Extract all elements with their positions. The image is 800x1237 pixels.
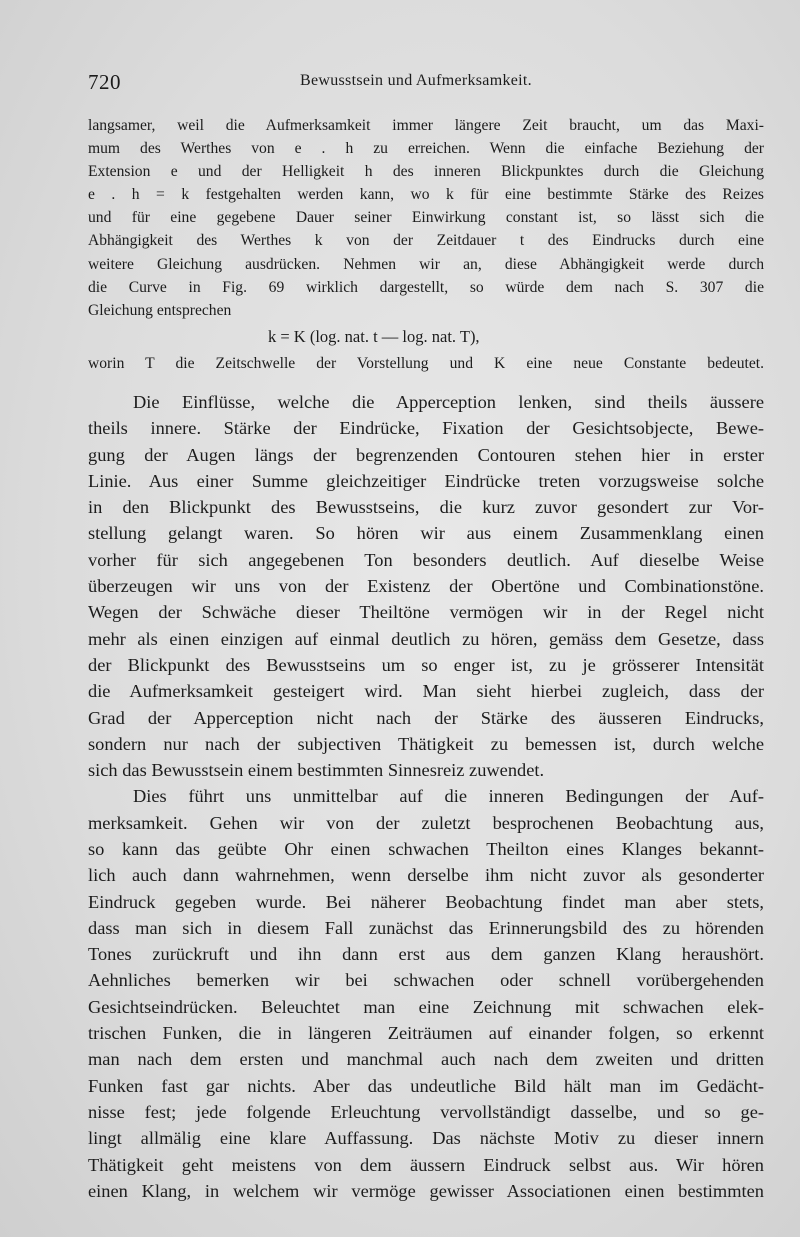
text-line: mum des Werthes von e . h zu erreichen. Wenn die einfache Beziehung der [88, 140, 764, 158]
text-line: e . h = k festgehalten werden kann, wo k für eine bestimmte Stärke des Reizes [88, 186, 764, 204]
text-line: Extension e und der Helligkeit h des inneren Blickpunktes durch die Gleichung [88, 163, 764, 181]
text-line: theils innere. Stärke der Eindrücke, Fixation der Gesichtsobjecte, Bewe- [88, 418, 764, 439]
text-line: dass man sich in diesem Fall zunächst das Erinnerungsbild des zu hörenden [88, 917, 764, 938]
text-line: in den Blickpunkt des Bewusstseins, die kurz zuvor gesondert zur Vor- [88, 497, 764, 518]
text-line: Wegen der Schwäche dieser Theiltöne vermögen wir in der Regel nicht [88, 602, 764, 623]
text-line: die Curve in Fig. 69 wirklich dargestellt, so würde dem nach S. 307 die [88, 278, 764, 296]
text-line: stellung gelangt waren. So hören wir aus einem Zusammenklang einen [88, 523, 764, 544]
text-line: langsamer, weil die Aufmerksamkeit immer längere Zeit braucht, um das Maxi- [88, 117, 764, 134]
text-line: mehr als einen einzigen auf einmal deutlich zu hören, gemäss dem Gesetze, dass [88, 628, 764, 649]
text-line: einen Klang, in welchem wir vermöge gewisser Associationen einen bestimmten [88, 1180, 764, 1201]
paragraph-inner-conditions [88, 783, 764, 1204]
text-line: lingt allmälig eine klare Auffassung. Das nächste Motiv zu dieser innern [88, 1128, 764, 1149]
text-line: Die Einflüsse, welche die Apperception lenken, sind theils äussere [133, 391, 764, 412]
text-line: Eindruck gegeben wurde. Bei näherer Beobachtung findet man aber stets, [88, 891, 764, 912]
text-line: vorher für sich angegebenen Ton besonders deutlich. Auf dieselbe Weise [88, 549, 764, 570]
text-line: Grad der Apperception nicht nach der Stärke des äusseren Eindrucks, [88, 707, 764, 728]
text-line: trischen Funken, die in längeren Zeiträumen auf einander folgen, so erkennt [88, 1023, 764, 1044]
page-header [88, 70, 768, 94]
text-line: Abhängigkeit des Werthes k von der Zeitdauer t des Eindrucks durch eine [88, 232, 764, 250]
page-number: 720 [88, 70, 121, 94]
text-line: überzeugen wir uns von der Existenz der Obertöne und Combinationstöne. [88, 576, 764, 597]
text-line: die Aufmerksamkeit gesteigert wird. Man sieht hierbei zugleich, dass der [88, 681, 764, 702]
paragraph-continuation [88, 114, 764, 375]
text-line: lich auch dann wahrnehmen, wenn derselbe ihm nicht zuvor als gesonderter [88, 865, 764, 886]
text-line: so kann das geübte Ohr einen schwachen Theilton eines Klanges bekannt- [88, 838, 764, 859]
text-line: Aehnliches bemerken wir bei schwachen oder schnell vorübergehenden [88, 970, 764, 991]
text-line: Linie. Aus einer Summe gleichzeitiger Eindrücke treten vorzugsweise solche [88, 470, 764, 491]
text-line: man nach dem ersten und manchmal auch nach dem zweiten und dritten [88, 1049, 764, 1070]
text-line: merksamkeit. Gehen wir von der zuletzt besprochenen Beobachtung aus, [88, 812, 764, 833]
formula-explanation: worin T die Zeitschwelle der Vorstellung und K eine neue Constante bedeutet. [88, 354, 764, 372]
paragraph-apperception-influences [88, 389, 764, 783]
text-line: der Blickpunkt des Bewusstseins um so enger ist, zu je grösserer Intensität [88, 654, 764, 675]
page-body [88, 114, 764, 1204]
text-line: weitere Gleichung ausdrücken. Nehmen wir an, diese Abhängigkeit werde durch [88, 255, 764, 273]
text-line: Tones zurückruft und ihn dann erst aus dem ganzen Klang heraushört. [88, 944, 764, 965]
text-line: Gleichung entsprechen [88, 301, 232, 319]
text-line: Gesichtseindrücken. Beleuchtet man eine Zeichnung mit schwachen elek- [88, 996, 764, 1017]
text-line: und für eine gegebene Dauer seiner Einwirkung constant ist, so lässt sich die [88, 209, 764, 227]
text-line: Thätigkeit geht meistens von dem äussern Eindruck selbst aus. Wir hören [88, 1154, 764, 1175]
text-line: sich das Bewusstsein einem bestimmten Sinnesreiz zuwendet. [88, 760, 545, 781]
text-line: sondern nur nach der subjectiven Thätigkeit zu bemessen ist, durch welche [88, 733, 764, 754]
text-line: nisse fest; jede folgende Erleuchtung vervollständigt dasselbe, und so ge- [88, 1101, 764, 1122]
formula: k = K (log. nat. t — log. nat. T), [268, 326, 480, 346]
running-title: Bewusstsein und Aufmerksamkeit. [300, 72, 532, 89]
text-line: Funken fast gar nichts. Aber das undeutliche Bild hält man im Gedächt- [88, 1075, 764, 1096]
text-line: Dies führt uns unmittelbar auf die inneren Bedingungen der Auf- [133, 786, 764, 807]
text-line: gung der Augen längs der begrenzenden Contouren stehen hier in erster [88, 444, 764, 465]
